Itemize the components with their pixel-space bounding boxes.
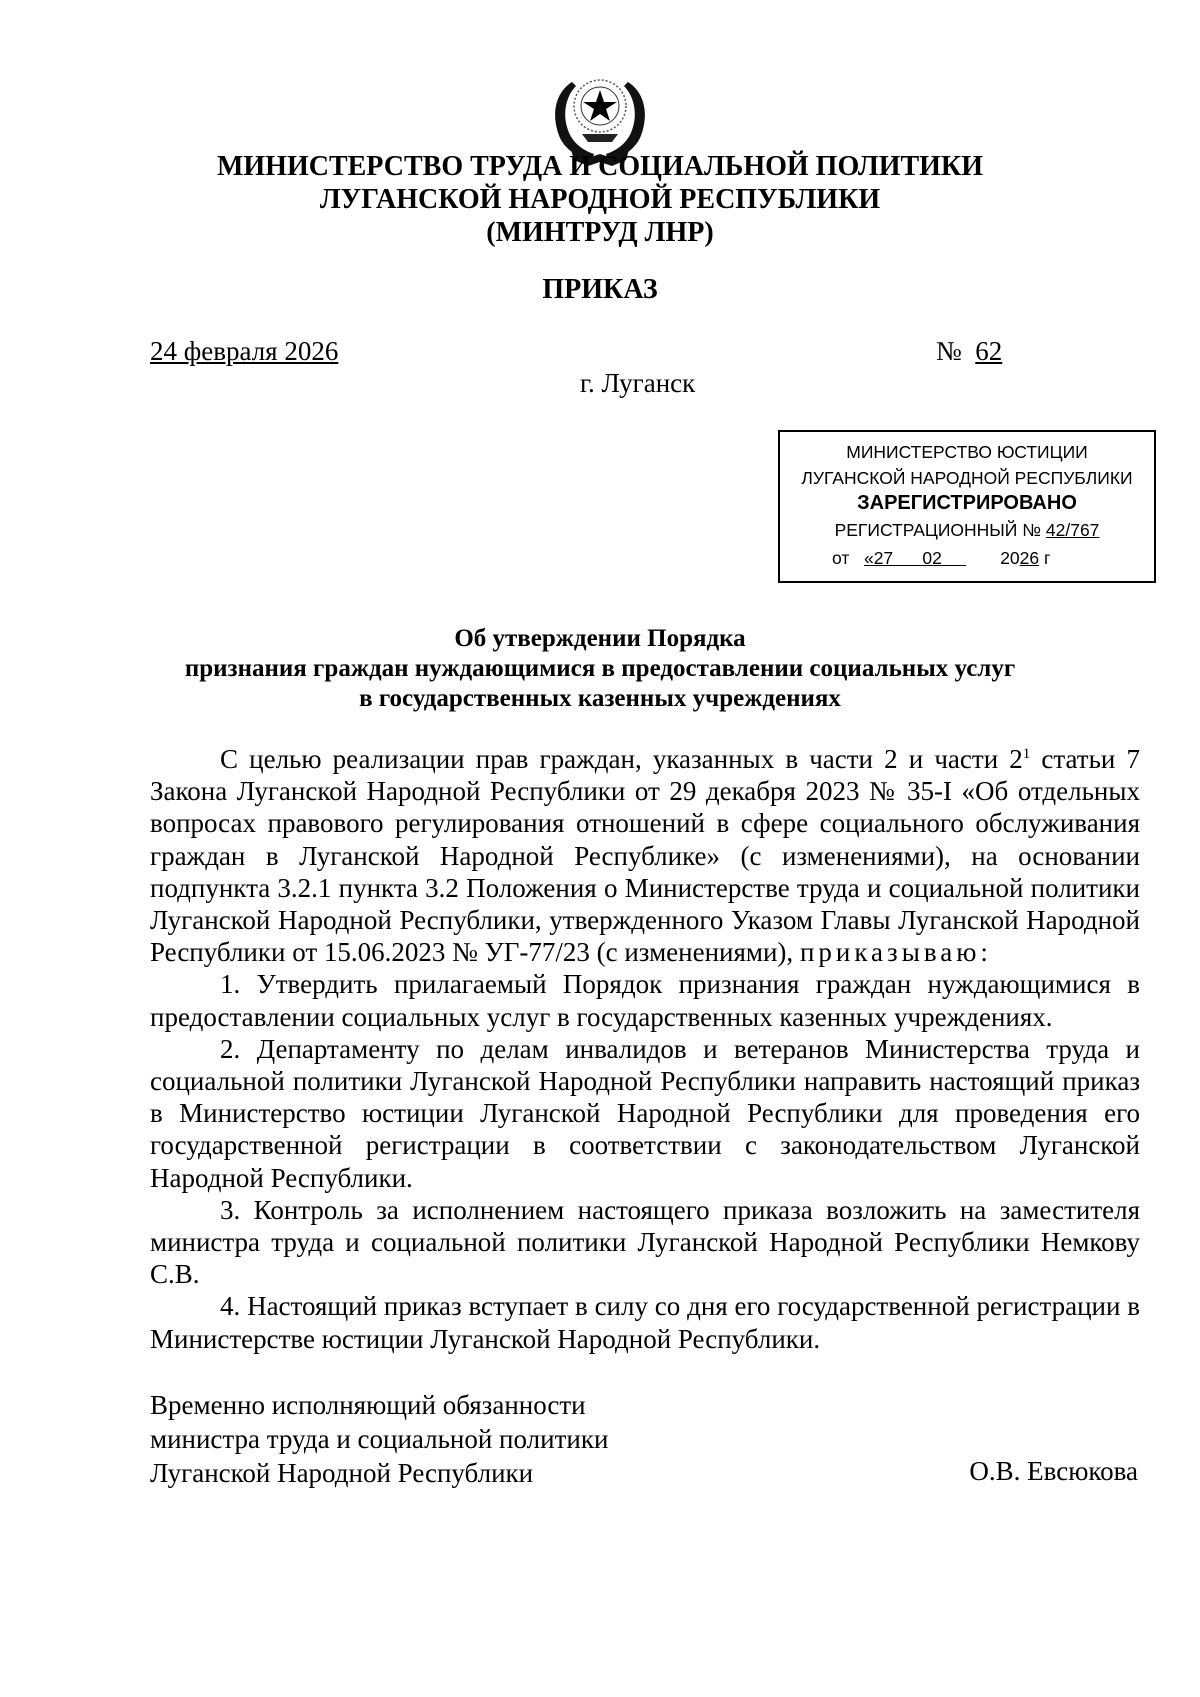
org-line-3: (МИНТРУД ЛНР)	[486, 217, 714, 248]
stamp-year-prefix: 20	[1000, 548, 1020, 568]
signature-line-1: Временно исполняющий обязанности	[150, 1390, 586, 1420]
stamp-status: ЗАРЕГИСТРИРОВАНО	[857, 492, 1077, 514]
stamp-reg-number	[780, 520, 1154, 541]
org-line-2: ЛУГАНСКОЙ НАРОДНОЙ РЕСПУБЛИКИ	[319, 184, 881, 215]
signer-name: О.В. Евсюкова	[969, 1456, 1138, 1486]
from-label: от	[832, 548, 850, 568]
preamble-superscript: 1	[1022, 746, 1031, 762]
signature-line-2: министра труда и социальной политики	[150, 1424, 609, 1454]
stamp-year-suffix: 26	[1019, 548, 1040, 568]
preamble-order-word: приказываю:	[799, 937, 992, 968]
signature-block	[150, 1388, 608, 1490]
preamble-part-b: статьи 7 Закона Луганской Народной Республики от 29 декабря 2023 № 35-I «Об отдельных вопросах правового регулирования отношений в сфере социального обслуживания граждан в Луганской Народной Республике» (с изменениями), на основании подпункта 3.2.1 пункта 3.2 Положения о Министерстве труда и социальной политики Луганской Народной Республики, утвержденного Указом Главы Луганской Народной Республики от 15.06.2023 № УГ-77/23 (с изменениями),	[150, 744, 1141, 968]
organization-name	[0, 150, 1200, 249]
stamp-line-1: МИНИСТЕРСТВО ЮСТИЦИИ	[846, 442, 1088, 462]
city: г. Луганск	[580, 368, 696, 398]
org-line-1: МИНИСТЕРСТВО ТРУДА И СОЦИАЛЬНОЙ ПОЛИТИКИ	[216, 151, 984, 182]
subject-line-2: признания граждан нуждающимися в предоставлении социальных услуг	[184, 655, 1016, 682]
item-4: 4. Настоящий приказ вступает в силу со дня его государственной регистрации в Министерстве юстиции Луганской Народной Республики.	[150, 1291, 1140, 1354]
preamble-part-a: С целью реализации прав граждан, указанных в части 2 и части 2	[220, 744, 1023, 774]
order-number	[936, 336, 1002, 367]
stamp-date	[780, 548, 1154, 569]
stamp-day: «27	[863, 548, 894, 568]
item-1: 1. Утвердить прилагаемый Порядок признания граждан нуждающимися в предоставлении социальных услуг в государственных казенных учреждениях.	[150, 969, 1140, 1032]
stamp-month: 02	[922, 548, 942, 568]
stamp-year-unit: г	[1044, 548, 1051, 568]
subject-line-1: Об утверждении Порядка	[454, 625, 746, 652]
stamp-line-2: ЛУГАНСКОЙ НАРОДНОЙ РЕСПУБЛИКИ	[801, 468, 1133, 488]
subject-line-3: в государственных казенных учреждениях	[359, 685, 841, 712]
registration-stamp	[778, 430, 1156, 583]
order-date: 24 февраля 2026	[150, 336, 339, 366]
order-subject	[0, 624, 1200, 714]
item-3: 3. Контроль за исполнением настоящего приказа возложить на заместителя министра труда и социальной политики Луганской Народной Республики Немкову С.В.	[150, 1194, 1140, 1290]
number-label: №	[936, 336, 962, 366]
preamble	[150, 738, 1140, 968]
reg-label: РЕГИСТРАЦИОННЫЙ №	[834, 520, 1042, 540]
reg-value: 42/767	[1045, 520, 1100, 540]
signature-line-3: Луганской Народной Республики	[150, 1458, 534, 1488]
order-body	[150, 738, 1140, 1355]
number-value: 62	[975, 336, 1003, 366]
item-2: 2. Департаменту по делам инвалидов и ветеранов Министерства труда и социальной политики Луганской Народной Республики направить настоящий приказ в Министерство юстиции Луганской Народной Республики для проведения его государственной регистрации в соответствии с законодательством Луганской Народной Республики.	[150, 1033, 1140, 1193]
document-type: ПРИКАЗ	[542, 274, 658, 305]
